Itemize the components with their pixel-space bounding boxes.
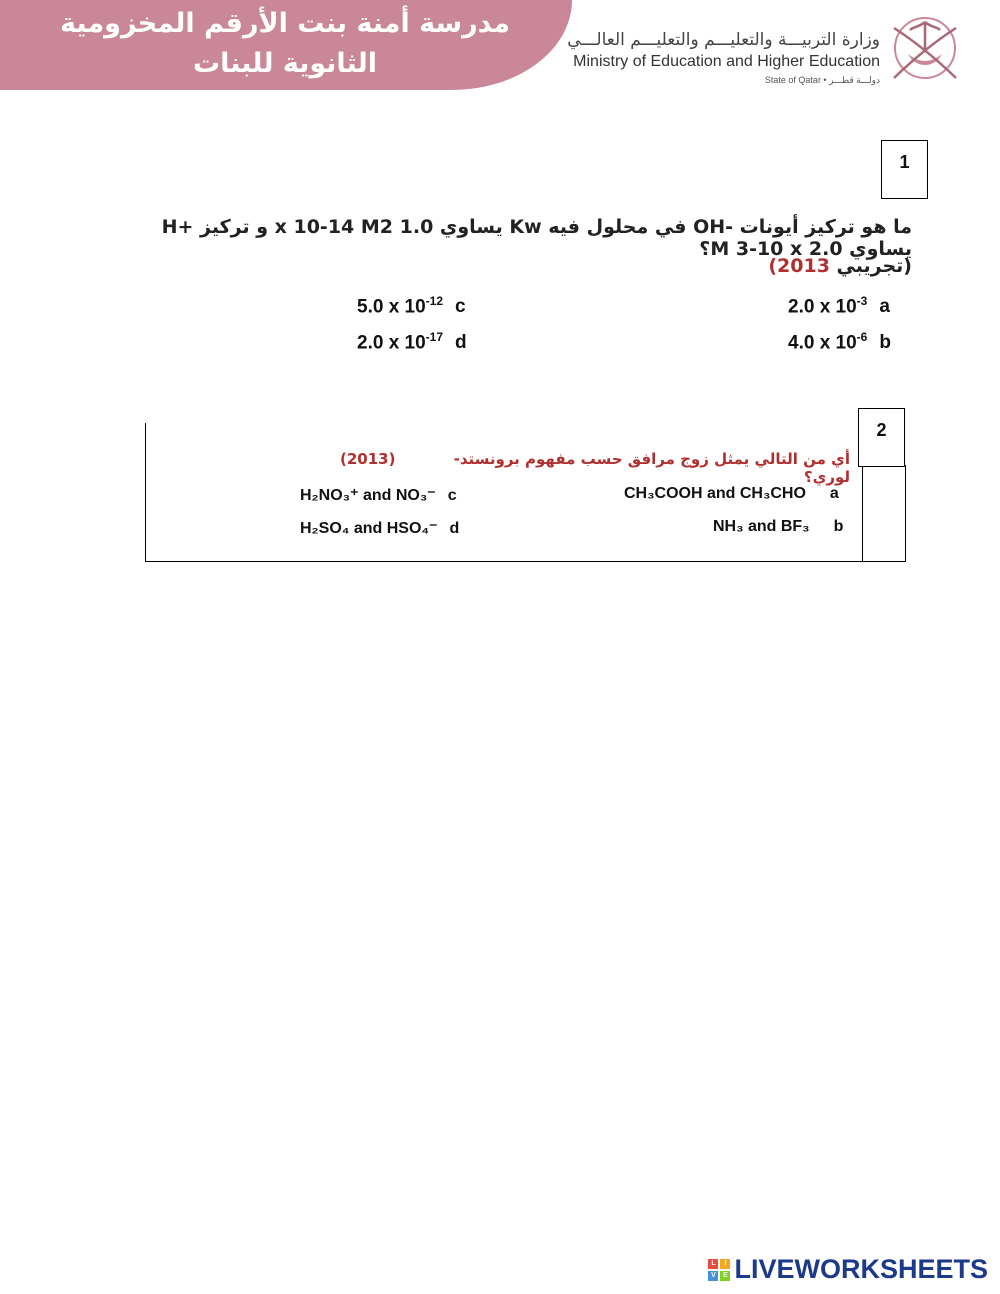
liveworksheets-brand: LIVEWORKSHEETS: [734, 1254, 988, 1284]
logo-tile: V: [708, 1271, 718, 1281]
question-2-option-d[interactable]: H₂SO₄ and HSO₄⁻ d: [300, 520, 460, 537]
question-1-number-box: 1: [881, 140, 928, 199]
question-2-number-box: 2: [858, 408, 905, 467]
question-2-year: (2013): [340, 450, 396, 468]
question-1-option-b[interactable]: 4.0 x $10^{-6}$ b: [788, 330, 891, 354]
ministry-name-arabic: وزارة التربيـــة والتعليـــم والتعليـــم العالـــي: [567, 30, 880, 50]
question-1-option-d[interactable]: 2.0 x $10^{-17}$ d: [357, 330, 467, 354]
question-1-source-label: (تجريبي: [829, 255, 912, 277]
state-of-qatar-label: State of Qatar • دولـــة قطـــر: [764, 75, 880, 85]
question-2-option-a[interactable]: CH₃COOH and CH₃CHO a: [624, 485, 839, 502]
school-name-line1: مدرسة أمنة بنت الأرقم المخزومية: [60, 8, 510, 39]
question-1-option-a[interactable]: 2.0 x $10^{-3}$ a: [788, 294, 890, 318]
question-2-option-c[interactable]: H₂NO₃⁺ and NO₃⁻ c: [300, 487, 457, 504]
ministry-name-english: Ministry of Education and Higher Education: [573, 53, 880, 70]
liveworksheets-logo[interactable]: [708, 1254, 988, 1285]
school-name-line2: الثانوية للبنات: [192, 48, 377, 79]
question-2-number-column: [862, 465, 906, 561]
logo-tile: E: [720, 1271, 730, 1281]
question-1-source: [612, 255, 912, 277]
liveworksheets-grid-icon: [708, 1259, 730, 1281]
logo-tile: L: [708, 1259, 718, 1269]
question-1-year: 2013): [768, 255, 830, 277]
question-1-option-c[interactable]: 5.0 x $10^{-12}$ c: [357, 294, 466, 318]
qatar-emblem-icon: [888, 8, 962, 88]
question-2-option-b[interactable]: NH₃ and BF₃ b: [713, 518, 844, 535]
question-1-text: ما هو تركيز أيونات -OH في محلول فيه Kw يساوي 1.0 x 10-14 M2 و تركيز +H يساوي M 3-10 x 2.0؟: [161, 216, 912, 260]
logo-tile: I: [720, 1259, 730, 1269]
question-2-text: أي من التالي يمثل زوج مرافق حسب مفهوم برونستد-لوري؟: [453, 450, 850, 486]
